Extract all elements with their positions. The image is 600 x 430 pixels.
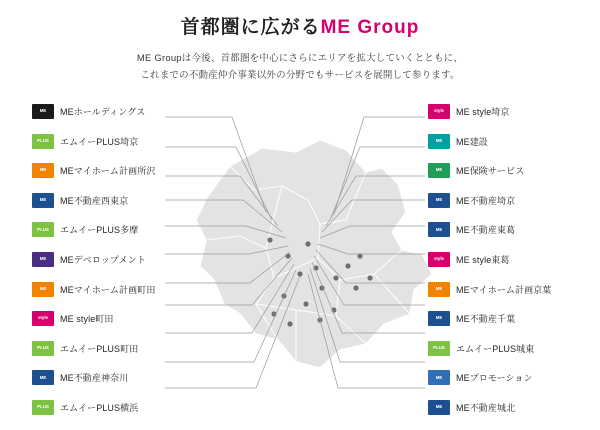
company-name: ME style埼京 (456, 107, 510, 117)
company-name: MEマイホーム計画所沢 (60, 166, 156, 177)
company-name: ME style町田 (60, 314, 114, 325)
company-logo-icon: PLUS (32, 400, 54, 415)
subtitle-line-1: ME Groupは今後、首都圏を中心にさらにエリアを拡大していくとともに、 (136, 52, 464, 64)
company-logo-icon: ME (32, 163, 54, 178)
list-item[interactable] (428, 134, 600, 149)
company-name: エムイーPLUS城東 (456, 343, 535, 354)
company-name: エムイーPLUS横浜 (60, 402, 139, 413)
company-logo-icon: ME (428, 163, 450, 178)
company-logo-icon: style (428, 252, 450, 267)
company-logo-icon: ME (32, 193, 54, 208)
company-logo-icon: style (428, 104, 450, 119)
company-name: ME不動産城北 (456, 402, 516, 413)
company-name: ME不動産神奈川 (60, 373, 129, 384)
list-item[interactable] (32, 311, 212, 326)
company-logo-icon: PLUS (428, 341, 450, 356)
company-logo-icon: ME (428, 400, 450, 415)
company-logo-icon: ME (32, 252, 54, 267)
list-item[interactable] (32, 193, 212, 208)
company-name: ME不動産埼京 (456, 195, 516, 206)
list-item[interactable] (32, 282, 212, 297)
company-logo-icon: PLUS (32, 341, 54, 356)
company-logo-icon: PLUS (32, 222, 54, 237)
right-company-column (428, 104, 600, 430)
list-item[interactable] (428, 104, 600, 119)
list-item[interactable] (32, 163, 212, 178)
company-logo-icon: ME (428, 370, 450, 385)
list-item[interactable] (428, 193, 600, 208)
company-name: ME不動産東葛 (456, 225, 516, 236)
company-logo-icon: ME (32, 282, 54, 297)
company-name: ME建設 (456, 136, 488, 147)
list-item[interactable] (32, 341, 212, 356)
company-name: エムイーPLUS多摩 (60, 225, 139, 236)
list-item[interactable] (32, 134, 212, 149)
company-name: ME style東葛 (456, 254, 510, 265)
list-item[interactable] (428, 370, 600, 385)
company-name: MEマイホーム計画京葉 (456, 284, 552, 295)
list-item[interactable] (428, 222, 600, 237)
company-name: MEマイホーム計画町田 (60, 284, 156, 295)
company-logo-icon: ME (428, 193, 450, 208)
left-company-column (32, 104, 212, 430)
company-logo-icon: ME (32, 104, 54, 119)
list-item[interactable] (428, 252, 600, 267)
list-item[interactable] (428, 163, 600, 178)
company-name: エムイーPLUS埼京 (60, 136, 139, 147)
company-name: MEデベロップメント (60, 254, 146, 265)
list-item[interactable] (32, 222, 212, 237)
list-item[interactable] (32, 370, 212, 385)
list-item[interactable] (32, 252, 212, 267)
list-item[interactable] (428, 311, 600, 326)
company-name: ME不動産千葉 (456, 314, 516, 325)
company-logo-icon: PLUS (32, 134, 54, 149)
company-name: ME保険サービス (456, 166, 525, 177)
list-item[interactable] (428, 282, 600, 297)
company-logo-icon: ME (32, 370, 54, 385)
page-subtitle (0, 50, 600, 85)
list-item[interactable] (428, 400, 600, 415)
company-name: ME不動産西東京 (60, 195, 129, 206)
company-logo-icon: ME (428, 222, 450, 237)
map-location-dots (267, 237, 372, 326)
subtitle-line-2: これまでの不動産仲介事業以外の分野でもサービスを展開して参ります。 (140, 70, 460, 82)
company-logo-icon: style (32, 311, 54, 326)
list-item[interactable] (32, 400, 212, 415)
company-logo-icon: ME (428, 134, 450, 149)
title-accent: ME Group (320, 17, 420, 38)
company-logo-icon: ME (428, 311, 450, 326)
title-prefix: 首都圏に広がる (180, 17, 321, 38)
list-item[interactable] (32, 104, 212, 119)
page-title (0, 0, 600, 40)
company-name: MEホールディングス (60, 107, 146, 117)
company-logo-icon: ME (428, 282, 450, 297)
list-item[interactable] (428, 341, 600, 356)
company-name: MEプロモーション (456, 373, 533, 384)
company-name: エムイーPLUS町田 (60, 343, 139, 354)
